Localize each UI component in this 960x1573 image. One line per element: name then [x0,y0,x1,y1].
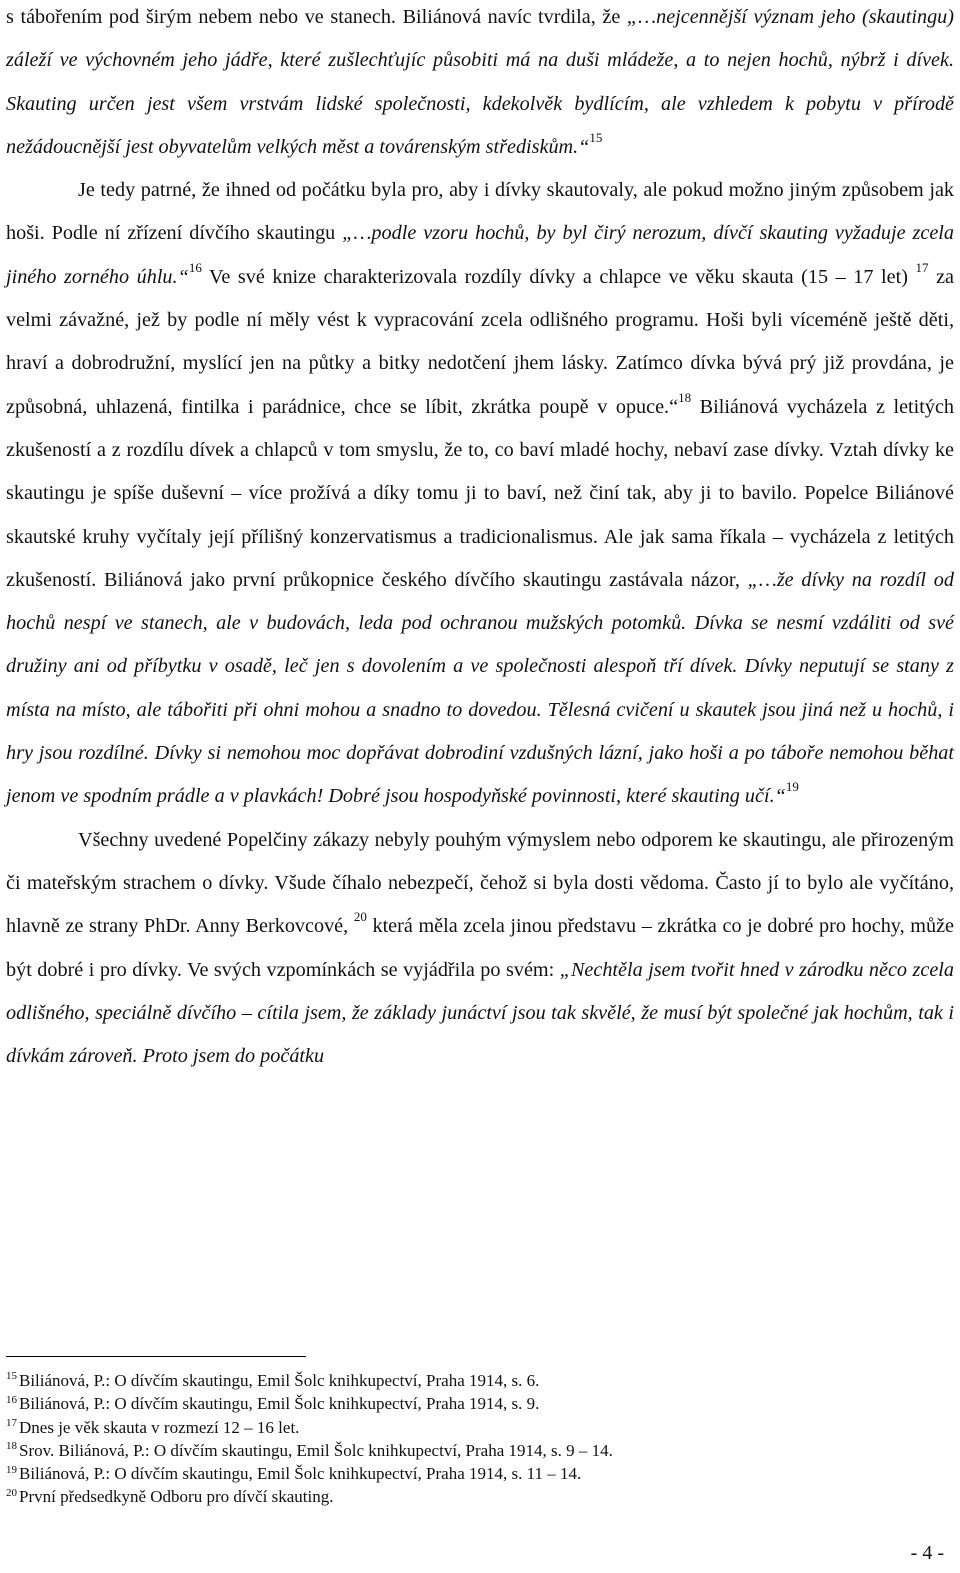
paragraph-3 [6,819,954,1079]
footnote-text: Biliánová, P.: O dívčím skautingu, Emil Šolc knihkupectví, Praha 1914, s. 9. [19,1394,540,1414]
footnote-20 [6,1485,906,1508]
footnote-18 [6,1439,906,1462]
footnote-ref-16[interactable]: 16 [188,259,202,275]
footnote-text: Biliánová, P.: O dívčím skautingu, Emil Šolc knihkupectví, Praha 1914, s. 6. [19,1371,540,1390]
footnote-number: 18 [6,1440,17,1453]
footnote-number: 15 [6,1370,17,1383]
text-run: za velmi závažné, jež by podle ní měly vést k vypracování zcela odlišného programu. Hoši byli víceméně ještě děti, hraví a dobrodružní, myslící jen na půtky a bitky nedotčení jhem lásky. Zatímco dívka bývá prý již provdána, je způsobná, uhlazená, fintilka i parádnice, chce se líbit, zkrátka poupě v opuce.“ [6,265,955,418]
footnote-separator [6,1356,306,1357]
footnote-16 [6,1392,906,1415]
paragraph-2 [6,169,954,818]
quotation: „Nechtěla jsem tvořit hned v zárodku něco zcela odlišného, speciálně dívčího – cítila jsem, že základy junáctví jsou tak skvělé, že musí být společné jak hochům, tak i dívkám zároveň. Proto jsem do počátku [6,958,954,1068]
footnote-17 [6,1416,906,1439]
quotation: „…podle vzoru hochů, by byl čirý nerozum, dívčí skauting vyžaduje zcela jiného zorného úhlu.“ [6,222,955,288]
footnote-19 [6,1462,906,1485]
footnote-number: 19 [6,1463,17,1476]
footnote-number: 20 [6,1486,17,1499]
footnote-ref-17[interactable]: 17 [915,259,929,275]
paragraph-1 [6,0,954,169]
footnote-ref-18[interactable]: 18 [678,389,692,405]
footnote-text: Srov. Biliánová, P.: O dívčím skautingu, Emil Šolc knihkupectví, Praha 1914, s. 9 – 14. [19,1440,613,1460]
footnote-text: První předsedkyně Odboru pro dívčí skauting. [19,1487,334,1507]
text-run: Je tedy patrné, že ihned od počátku byla pro, aby i dívky skautovaly, ale pokud možno jiným způsobem jak hoši. Podle ní zřízení dívčího skautingu [6,179,954,245]
quotation: „…nejcennější význam jeho (skautingu) záleží ve výchovném jeho jádře, které zušlechťujíc působiti má na duši mládeže, a to nejen hochů, nýbrž i dívek. Skauting určen jest všem vrstvám lidské společnosti, kdekolvěk bydlícím, ale vzhledem k pobytu v přírodě nežádoucnější jest obyvatelům velkých měst a továrenským střediskům.“ [6,6,954,158]
page-body [6,0,954,1078]
text-run: Všechny uvedené Popelčiny zákazy nebyly pouhým výmyslem nebo odporem ke skautingu, ale přirozeným či mateřským strachem o dívky. Všude číhalo nebezpečí, čehož si byla dosti vědoma. Často jí to bylo ale vyčítáno, hlavně ze strany PhDr. Anny Berkovcové, [6,828,954,938]
footnote-number: 17 [6,1417,17,1429]
footnote-text: Dnes je věk skauta v rozmezí 12 – 16 let. [19,1417,300,1437]
footnote-ref-20[interactable]: 20 [353,909,367,925]
text-run: Biliánová vycházela z letitých zkušeností a z rozdílu dívek a chlapců v tom smyslu, že to, co baví mladé hochy, nebaví zase dívky. Vztah dívky ke skautingu je spíše duševní – více prožívá a díky tomu ji to baví, než činí tak, aby ji to bavilo. Popelce Biliánové skautské kruhy vyčítaly její přílišný konzervatismus a tradicionalismus. Ale jak sama říkala – vycházela z letitých zkušeností. Biliánová jako první průkopnice českého dívčího skautingu zastávala názor, [6,395,955,591]
footnote-number: 16 [6,1393,17,1406]
quotation: „…že dívky na rozdíl od hochů nespí ve stanech, ale v budovách, leda pod ochranou mužských potomků. Dívka se nesmí vzdáliti od své družiny ani od příbytku v osadě, leč jen s dovolením a ve společnosti alespoň tří dívek. Dívky neputují se stany z místa na místo, ale tábořiti při ohni mohou a snadno to dovedou. Tělesná cvičení u skautek jsou jiná než u hochů, i hry jsou rozdílné. Dívky si nemohou moc dopřávat dobrodiní vzdušných lázní, jako hoši a po táboře nemohou běhat jenom ve spodním prádle a v plavkách! Dobré jsou hospodyňské povinnosti, které skauting učí.“ [6,568,954,808]
text-run: Ve své knize charakterizovala rozdíly dívky a chlapce ve věku skauta (15 – 17 let) [201,265,916,288]
text-run: která měla zcela jinou představu – zkrátka co je dobré pro hochy, může být dobré i pro dívky. Ve svých vzpomínkách se vyjádřila po svém: [6,915,954,981]
footnote-ref-15[interactable]: 15 [589,129,603,145]
page-number: - 4 - [910,1542,944,1564]
text-run: s tábořením pod širým nebem nebo ve stanech. Biliánová navíc tvrdila, že [6,6,627,28]
footnote-text: Biliánová, P.: O dívčím skautingu, Emil Šolc knihkupectví, Praha 1914, s. 11 – 14. [19,1464,582,1484]
footnote-ref-19[interactable]: 19 [785,779,799,795]
footnotes [6,1369,906,1509]
footnote-15 [6,1369,906,1392]
